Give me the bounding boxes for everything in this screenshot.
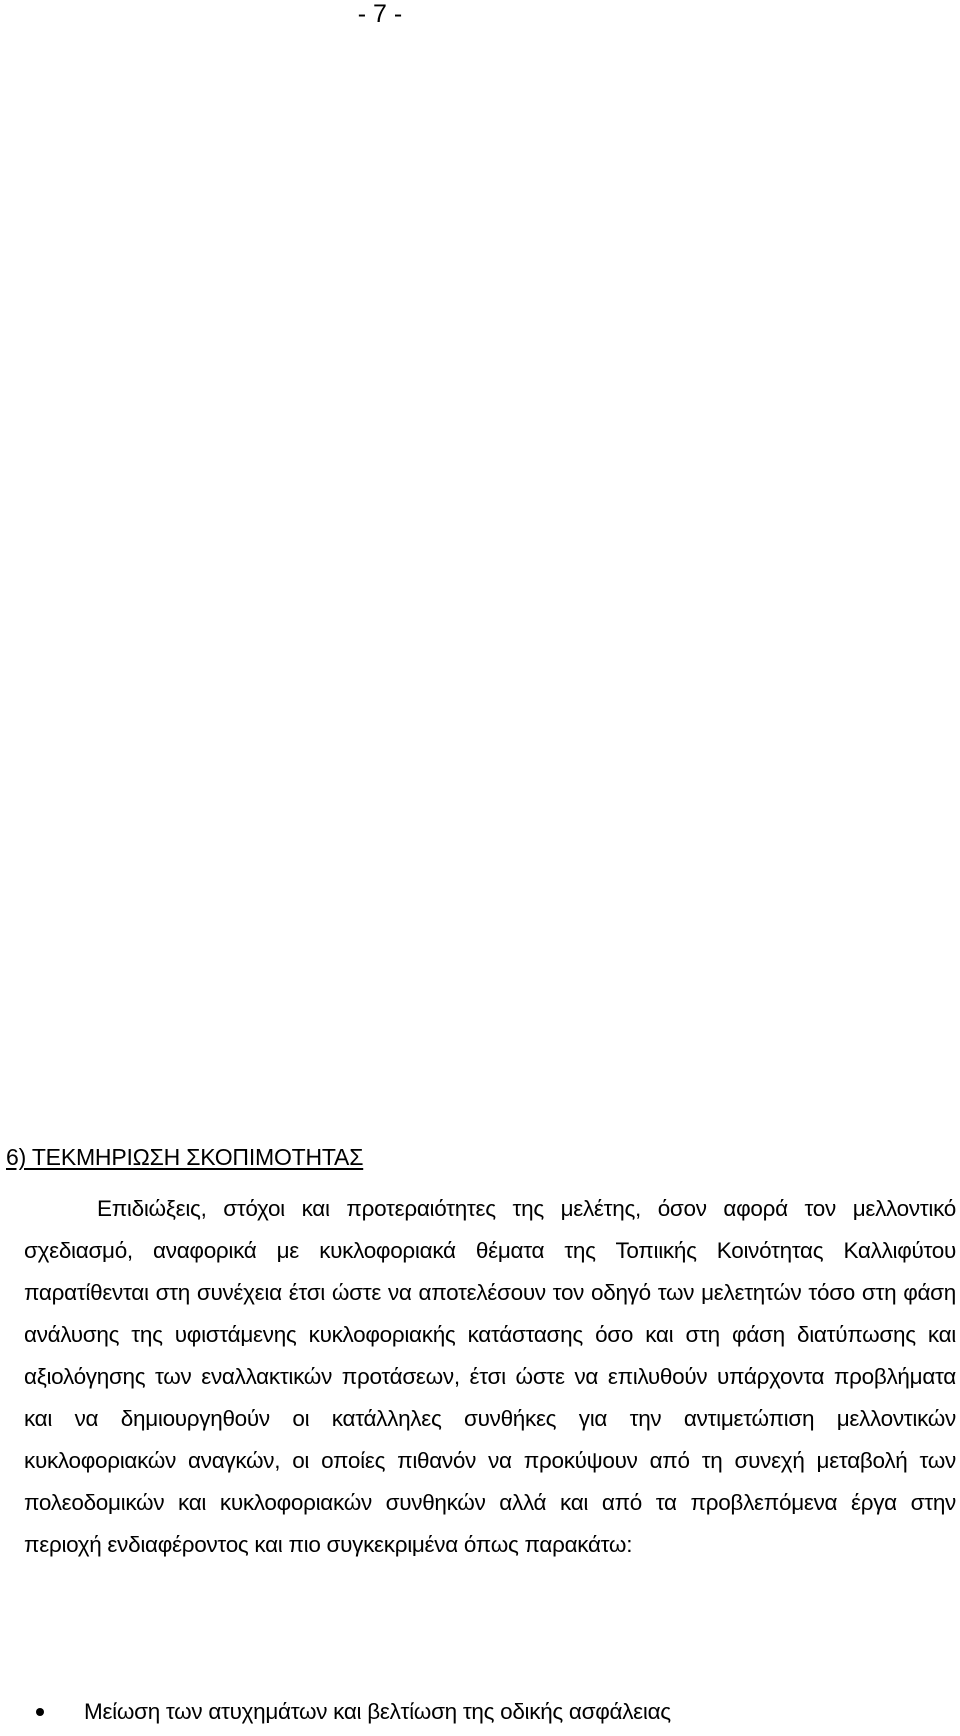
page-number: - 7 -: [357, 0, 403, 28]
bullet-list: [36, 1697, 671, 1727]
list-item-text: Μείωση των ατυχημάτων και βελτίωση της οδικής ασφάλειας: [84, 1699, 671, 1724]
section-title: 6) ΤΕΚΜΗΡΙΩΣΗ ΣΚΟΠΙΜΟΤΗΤΑΣ: [6, 1144, 364, 1170]
bullet-icon: [36, 1708, 44, 1716]
body-paragraph: Επιδιώξεις, στόχοι και προτεραιότητες της μελέτης, όσον αφορά τον μελλοντικό σχεδιασμό, αναφορικά με κυκλοφοριακά θέματα της Τοπιικής Κοινότητας Καλλιφύτου παρατίθενται στη συνέχεια έτσι ώστε να αποτελέσουν τον οδηγό των μελετητών τόσο στη φάση ανάλυσης της υφιστάμενης κυκλοφοριακής κατάστασης όσο και στη φάση διατύπωσης και αξιολόγησης των εναλλακτικών προτάσεων, έτσι ώστε να επιλυθούν υπάρχοντα προβλήματα και να δημιουργηθούν οι κατάλληλες συνθήκες για την αντιμετώπιση μελλοντικών κυκλοφοριακών αναγκών, οι οποίες πιθανόν να προκύψουν από τη συνεχή μεταβολή των πολεοδομικών και κυκλοφοριακών συνθηκών αλλά και από τα προβλεπόμενα έργα στην περιοχή ενδιαφέροντος και πιο συγκεκριμένα όπως παρακάτω:: [24, 1196, 956, 1557]
list-item: [36, 1697, 671, 1727]
